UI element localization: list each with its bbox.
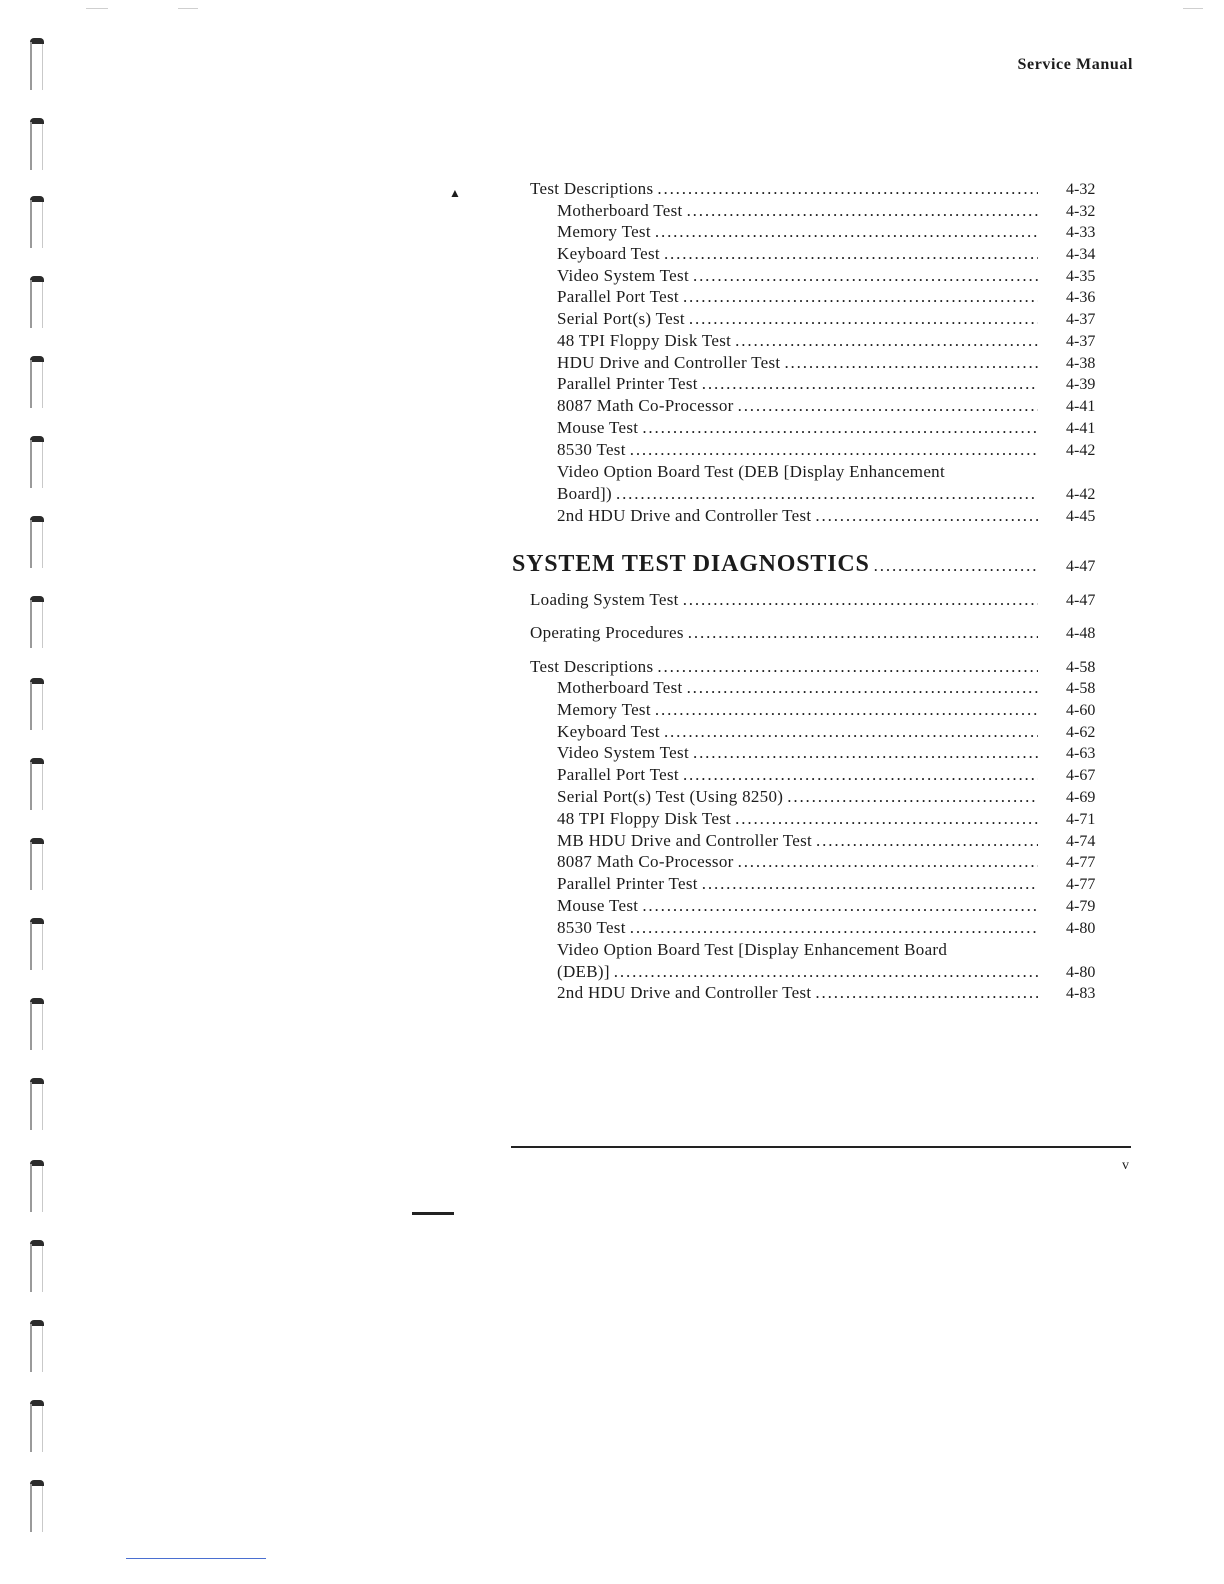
toc-entry-label: Operating Procedures — [530, 623, 688, 642]
toc-page-number: 4-79 — [1066, 898, 1096, 915]
toc-page-number: 4-80 — [1066, 920, 1096, 937]
toc-entry-label: 8087 Math Co-Processor — [557, 396, 738, 415]
toc-entry-label: HDU Drive and Controller Test — [557, 353, 784, 372]
binder-ring-mark — [30, 356, 44, 412]
toc-page-number: 4-58 — [1066, 659, 1096, 676]
footer-rule — [511, 1146, 1131, 1148]
scan-edge-line — [126, 1558, 266, 1559]
toc-page-number: 4-77 — [1066, 854, 1096, 871]
scan-mark — [1183, 8, 1203, 9]
toc-page-number: 4-77 — [1066, 876, 1096, 893]
binder-ring-mark — [30, 1240, 44, 1296]
toc-entry — [557, 699, 1038, 721]
toc-entry-label: 48 TPI Floppy Disk Test — [557, 809, 735, 828]
scan-mark — [178, 8, 198, 9]
toc-entry — [530, 622, 1038, 644]
toc-entry-label: 2nd HDU Drive and Controller Test — [557, 506, 815, 525]
toc-page-number: 4-71 — [1066, 811, 1096, 828]
toc-entry — [557, 221, 1038, 243]
toc-entry — [557, 330, 1038, 352]
binder-ring-mark — [30, 118, 44, 174]
toc-entry — [557, 851, 1038, 873]
toc-page-number: 4-34 — [1066, 246, 1096, 263]
toc-entry — [530, 589, 1038, 611]
margin-rule-mark — [412, 1212, 454, 1215]
toc-page-number: 4-32 — [1066, 181, 1096, 198]
toc-page-number: 4-47 — [1066, 592, 1096, 609]
toc-entry — [557, 286, 1038, 308]
toc-entry-label: Test Descriptions — [530, 179, 657, 198]
toc-entry — [557, 961, 1038, 983]
toc-entry — [557, 200, 1038, 222]
toc-entry — [557, 895, 1038, 917]
toc-entry — [557, 721, 1038, 743]
binder-ring-mark — [30, 38, 44, 94]
toc-page-number: 4-63 — [1066, 745, 1096, 762]
margin-tick-mark: ▲ — [449, 186, 461, 200]
toc-entry-label: Parallel Port Test — [557, 765, 683, 784]
toc-entry-label: Video System Test — [557, 743, 693, 762]
binder-ring-mark — [30, 678, 44, 734]
toc-entry — [557, 417, 1038, 439]
binder-ring-mark — [30, 1320, 44, 1376]
toc-page-number: 4-74 — [1066, 833, 1096, 850]
toc-entry — [557, 265, 1038, 287]
toc-page-number: 4-36 — [1066, 289, 1096, 306]
binder-ring-mark — [30, 516, 44, 572]
binder-ring-mark — [30, 838, 44, 894]
toc-entry — [557, 677, 1038, 699]
toc-entry — [557, 439, 1038, 461]
toc-entry — [557, 786, 1038, 808]
toc-entry — [530, 656, 1038, 678]
toc-entry — [557, 395, 1038, 417]
toc-page-number: 4-58 — [1066, 680, 1096, 697]
toc-entry-label: Memory Test — [557, 700, 655, 719]
toc-page-number: 4-32 — [1066, 203, 1096, 220]
toc-entry-label: Serial Port(s) Test — [557, 309, 689, 328]
toc-entry-label: MB HDU Drive and Controller Test — [557, 831, 816, 850]
toc-page-number: 4-33 — [1066, 224, 1096, 241]
toc-entry — [557, 917, 1038, 939]
toc-entry-label: Parallel Printer Test — [557, 874, 702, 893]
toc-page-number: 4-41 — [1066, 398, 1096, 415]
page-folio: v — [1122, 1158, 1129, 1173]
toc-entry — [557, 873, 1038, 895]
toc-entry-label: 8087 Math Co-Processor — [557, 852, 738, 871]
toc-entry-label: Video Option Board Test [Display Enhancement Board — [557, 940, 948, 959]
toc-page-number: 4-37 — [1066, 311, 1096, 328]
binder-ring-mark — [30, 596, 44, 652]
toc-entry-label: 48 TPI Floppy Disk Test — [557, 331, 735, 350]
binder-ring-mark — [30, 1078, 44, 1134]
toc-entry — [557, 243, 1038, 265]
toc-entry-label: Video Option Board Test (DEB [Display Enhancement — [557, 462, 945, 481]
toc-entry-label: Test Descriptions — [530, 657, 657, 676]
section-heading — [512, 549, 1038, 581]
toc-page-number: 4-41 — [1066, 420, 1096, 437]
toc-page-number: 4-39 — [1066, 376, 1096, 393]
toc-entry-label: Parallel Printer Test — [557, 374, 702, 393]
toc-entry-label: Mouse Test — [557, 896, 642, 915]
toc-entry — [557, 742, 1038, 764]
toc-entry-label: 2nd HDU Drive and Controller Test — [557, 983, 815, 1002]
toc-entry — [557, 373, 1038, 395]
toc-entry — [557, 764, 1038, 786]
scan-mark — [86, 8, 108, 9]
binder-ring-mark — [30, 998, 44, 1054]
toc-page-number: 4-48 — [1066, 625, 1096, 642]
toc-page-number: 4-42 — [1066, 442, 1096, 459]
toc-entry — [530, 178, 1038, 200]
toc-page-number: 4-60 — [1066, 702, 1096, 719]
toc-page-number: 4-67 — [1066, 767, 1096, 784]
toc-entry — [557, 352, 1038, 374]
toc-entry-label: Keyboard Test — [557, 722, 664, 741]
toc-entry-label: Video System Test — [557, 266, 693, 285]
toc-page-number: 4-69 — [1066, 789, 1096, 806]
toc-entry-label: Memory Test — [557, 222, 655, 241]
binder-ring-mark — [30, 1400, 44, 1456]
binder-ring-mark — [30, 918, 44, 974]
toc-entry-label: Keyboard Test — [557, 244, 664, 263]
toc-page-number: 4-35 — [1066, 268, 1096, 285]
toc-page-number: 4-37 — [1066, 333, 1096, 350]
binder-ring-mark — [30, 1480, 44, 1536]
toc-entry-label: Parallel Port Test — [557, 287, 683, 306]
toc-entry-label: Loading System Test — [530, 590, 683, 609]
toc-entry-label: 8530 Test — [557, 440, 630, 459]
toc-entry — [557, 505, 1038, 527]
toc-entry — [557, 308, 1038, 330]
toc-entry-label: Mouse Test — [557, 418, 642, 437]
binder-ring-mark — [30, 758, 44, 814]
section-page-number: 4-47 — [1066, 558, 1096, 575]
toc-entry — [557, 830, 1038, 852]
toc-entry-label: (DEB)] — [557, 962, 614, 981]
toc-page-number: 4-83 — [1066, 985, 1096, 1002]
toc-entry-label: Serial Port(s) Test (Using 8250) — [557, 787, 787, 806]
binder-ring-mark — [30, 276, 44, 332]
toc-page-number: 4-62 — [1066, 724, 1096, 741]
toc-page-number: 4-80 — [1066, 964, 1096, 981]
toc-entry — [557, 808, 1038, 830]
section-heading-label: SYSTEM TEST DIAGNOSTICS — [512, 551, 874, 577]
toc-page-number: 4-42 — [1066, 486, 1096, 503]
binder-ring-mark — [30, 1160, 44, 1216]
toc-entry — [557, 982, 1038, 1004]
toc-page-number: 4-38 — [1066, 355, 1096, 372]
toc-entry-label: Motherboard Test — [557, 678, 687, 697]
toc-entry-label: 8530 Test — [557, 918, 630, 937]
toc-entry-label: Board]) — [557, 484, 616, 503]
toc-page-number: 4-45 — [1066, 508, 1096, 525]
page-header-title: Service Manual — [1017, 56, 1133, 73]
toc-entry-label: Motherboard Test — [557, 201, 687, 220]
toc-entry — [557, 483, 1038, 505]
binder-ring-mark — [30, 196, 44, 252]
binder-ring-mark — [30, 436, 44, 492]
